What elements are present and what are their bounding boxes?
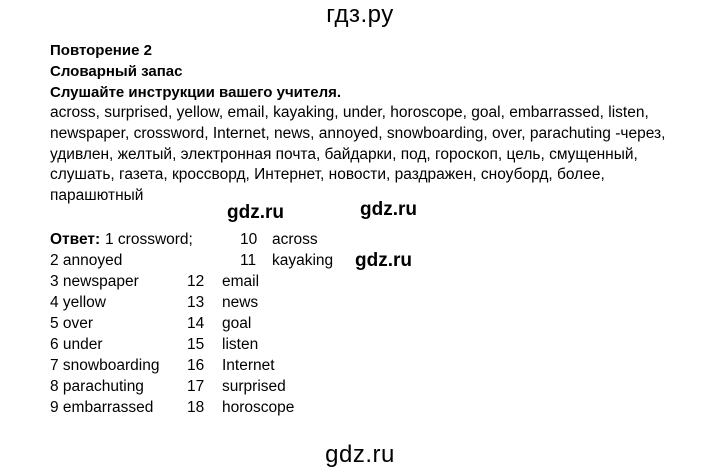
answer-item-number: 11: [240, 252, 257, 269]
watermark: gdz.ru: [360, 199, 417, 220]
answer-item-word: surprised: [222, 378, 286, 395]
answer-item-left: 3 newspaper: [50, 273, 139, 290]
answer-item-number: 18: [187, 399, 205, 416]
answer-item-word: kayaking: [272, 252, 334, 269]
answer-row: [50, 272, 450, 292]
answer-item-left: 8 parachuting: [50, 378, 144, 395]
answer-row: [50, 398, 450, 418]
answer-item-left: 4 yellow: [50, 294, 106, 311]
answer-item-number: 10: [240, 231, 258, 248]
answer-item-left: 7 snowboarding: [50, 357, 160, 374]
vocabulary-line: newspaper, crossword, Internet, news, annoyed, snowboarding, over, parachuting -через,: [50, 124, 666, 142]
site-header-title: гдз.ру: [326, 1, 394, 28]
answer-item-word: horoscope: [222, 399, 295, 416]
answer-row: [50, 230, 450, 250]
answer-row: [50, 377, 450, 397]
answer-item-word: across: [272, 231, 318, 248]
vocabulary-line: across, surprised, yellow, email, kayaking, under, horoscope, goal, embarrassed, listen,: [50, 104, 649, 121]
vocabulary-paragraph: [50, 103, 710, 207]
answer-item-number: 13: [187, 294, 205, 311]
answer-row: [50, 356, 450, 376]
answer-item-number: 17: [187, 378, 205, 395]
answer-item-word: listen: [222, 336, 259, 353]
vocabulary-line: слушать, газета, кроссворд, Интернет, новости, раздражен, сноуборд, более,: [50, 166, 605, 184]
vocabulary-line: парашютный: [50, 187, 144, 205]
answer-label: Ответ:: [50, 231, 101, 248]
answer-item-left: 9 embarrassed: [50, 399, 154, 416]
section-instruction: Слушайте инструкции вашего учителя.: [50, 84, 342, 101]
answer-row: [50, 251, 450, 271]
answer-item-word: Internet: [222, 357, 275, 374]
answer-item-number: 15: [187, 336, 205, 353]
answer-item-left: 1 crossword;: [105, 231, 193, 248]
answer-row: [50, 293, 450, 313]
vocabulary-line: удивлен, желтый, электронная почта, байдарки, под, гороскоп, цель, смущенный,: [50, 145, 638, 163]
watermark: gdz.ru: [325, 441, 395, 468]
answer-item-word: news: [222, 294, 259, 311]
answer-item-number: 14: [187, 315, 205, 332]
answer-item-number: 16: [187, 357, 205, 374]
answer-item-number: 12: [187, 273, 205, 290]
answer-item-word: goal: [222, 315, 252, 332]
section-subtitle: Словарный запас: [50, 63, 183, 80]
answer-item-left: 6 under: [50, 336, 103, 353]
section-title: Повторение 2: [50, 42, 152, 59]
answer-row: [50, 314, 450, 334]
answer-row: [50, 335, 450, 355]
watermark: gdz.ru: [227, 202, 284, 223]
answer-item-word: email: [222, 273, 260, 290]
answer-item-left: 5 over: [50, 315, 94, 332]
watermark: gdz.ru: [355, 250, 412, 271]
answer-item-left: 2 annoyed: [50, 252, 123, 269]
